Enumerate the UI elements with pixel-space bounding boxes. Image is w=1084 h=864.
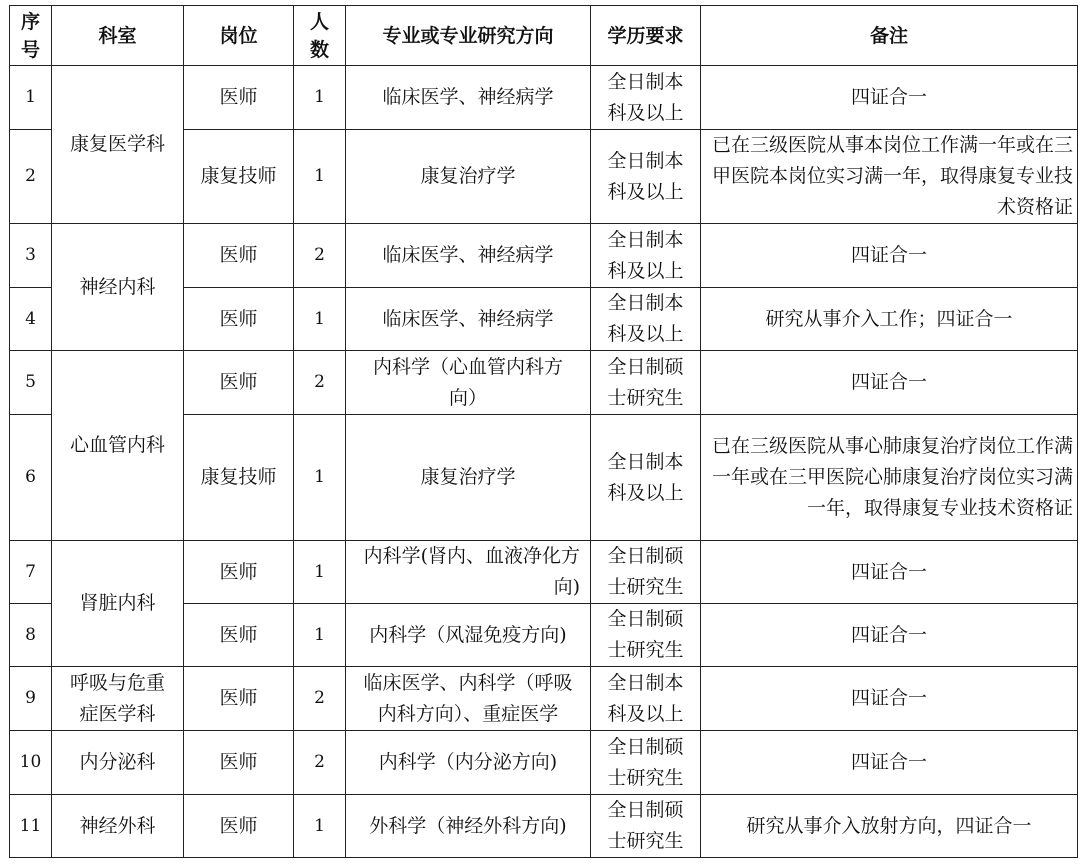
cell-seq: 3 xyxy=(10,224,52,288)
header-seq: 序号 xyxy=(10,6,52,66)
table-row xyxy=(10,731,1078,795)
cell-dept: 康复医学科 xyxy=(52,66,184,224)
cell-note: 已在三级医院从事本岗位工作满一年或在三甲医院本岗位实习满一年，取得康复专业技术资格证 xyxy=(701,130,1078,224)
cell-note: 四证合一 xyxy=(701,66,1078,130)
cell-count: 1 xyxy=(294,795,346,858)
cell-seq: 5 xyxy=(10,351,52,415)
cell-seq: 9 xyxy=(10,667,52,731)
table-row xyxy=(10,66,1078,130)
header-row xyxy=(10,6,1078,66)
cell-edu: 全日制本科及以上 xyxy=(591,667,701,731)
cell-edu: 全日制硕士研究生 xyxy=(591,351,701,415)
cell-count: 2 xyxy=(294,731,346,795)
recruitment-table xyxy=(9,5,1078,858)
cell-count: 1 xyxy=(294,541,346,604)
cell-dept: 内分泌科 xyxy=(52,731,184,795)
table-row xyxy=(10,351,1078,415)
cell-post: 医师 xyxy=(184,224,294,288)
cell-note: 四证合一 xyxy=(701,604,1078,667)
cell-dept: 肾脏内科 xyxy=(52,541,184,667)
cell-seq: 8 xyxy=(10,604,52,667)
cell-post: 医师 xyxy=(184,288,294,351)
cell-note: 四证合一 xyxy=(701,667,1078,731)
cell-note: 研究从事介入放射方向，四证合一 xyxy=(701,795,1078,858)
cell-post: 医师 xyxy=(184,351,294,415)
cell-count: 1 xyxy=(294,415,346,541)
cell-edu: 全日制硕士研究生 xyxy=(591,795,701,858)
cell-dept: 心血管内科 xyxy=(52,351,184,541)
cell-seq: 1 xyxy=(10,66,52,130)
cell-major: 内科学(肾内、血液净化方向) xyxy=(346,541,591,604)
table-row xyxy=(10,541,1078,604)
cell-seq: 7 xyxy=(10,541,52,604)
cell-note: 研究从事介入工作；四证合一 xyxy=(701,288,1078,351)
cell-note: 已在三级医院从事心肺康复治疗岗位工作满一年或在三甲医院心肺康复治疗岗位实习满一年，取得康复专业技术资格证 xyxy=(701,415,1078,541)
cell-major: 内科学（内分泌方向) xyxy=(346,731,591,795)
cell-dept: 呼吸与危重症医学科 xyxy=(52,667,184,731)
cell-post: 医师 xyxy=(184,795,294,858)
cell-seq: 6 xyxy=(10,415,52,541)
cell-edu: 全日制本科及以上 xyxy=(591,66,701,130)
cell-note: 四证合一 xyxy=(701,224,1078,288)
cell-major: 内科学（心血管内科方向） xyxy=(346,351,591,415)
header-major: 专业或专业研究方向 xyxy=(346,6,591,66)
cell-count: 2 xyxy=(294,351,346,415)
header-note: 备注 xyxy=(701,6,1078,66)
cell-note: 四证合一 xyxy=(701,351,1078,415)
header-post: 岗位 xyxy=(184,6,294,66)
cell-edu: 全日制本科及以上 xyxy=(591,415,701,541)
cell-count: 1 xyxy=(294,288,346,351)
cell-major: 临床医学、内科学（呼吸内科方向）、重症医学 xyxy=(346,667,591,731)
table-row xyxy=(10,795,1078,858)
cell-seq: 4 xyxy=(10,288,52,351)
cell-major: 临床医学、神经病学 xyxy=(346,288,591,351)
cell-edu: 全日制本科及以上 xyxy=(591,130,701,224)
cell-edu: 全日制本科及以上 xyxy=(591,224,701,288)
header-edu: 学历要求 xyxy=(591,6,701,66)
cell-post: 医师 xyxy=(184,667,294,731)
cell-note: 四证合一 xyxy=(701,541,1078,604)
cell-dept: 神经外科 xyxy=(52,795,184,858)
cell-edu: 全日制硕士研究生 xyxy=(591,541,701,604)
cell-count: 1 xyxy=(294,66,346,130)
cell-major: 外科学（神经外科方向) xyxy=(346,795,591,858)
table-row xyxy=(10,224,1078,288)
cell-major: 临床医学、神经病学 xyxy=(346,224,591,288)
cell-post: 医师 xyxy=(184,604,294,667)
table-row xyxy=(10,667,1078,731)
cell-post: 医师 xyxy=(184,541,294,604)
cell-seq: 2 xyxy=(10,130,52,224)
cell-edu: 全日制本科及以上 xyxy=(591,288,701,351)
cell-post: 康复技师 xyxy=(184,415,294,541)
cell-count: 1 xyxy=(294,130,346,224)
cell-post: 康复技师 xyxy=(184,130,294,224)
cell-seq: 10 xyxy=(10,731,52,795)
cell-note: 四证合一 xyxy=(701,731,1078,795)
cell-major: 康复治疗学 xyxy=(346,130,591,224)
cell-major: 临床医学、神经病学 xyxy=(346,66,591,130)
cell-count: 1 xyxy=(294,604,346,667)
header-count: 人数 xyxy=(294,6,346,66)
cell-count: 2 xyxy=(294,667,346,731)
cell-post: 医师 xyxy=(184,731,294,795)
cell-major: 内科学（风湿免疫方向) xyxy=(346,604,591,667)
header-dept: 科室 xyxy=(52,6,184,66)
cell-dept: 神经内科 xyxy=(52,224,184,351)
cell-post: 医师 xyxy=(184,66,294,130)
cell-major: 康复治疗学 xyxy=(346,415,591,541)
cell-seq: 11 xyxy=(10,795,52,858)
cell-count: 2 xyxy=(294,224,346,288)
cell-edu: 全日制硕士研究生 xyxy=(591,731,701,795)
cell-edu: 全日制硕士研究生 xyxy=(591,604,701,667)
